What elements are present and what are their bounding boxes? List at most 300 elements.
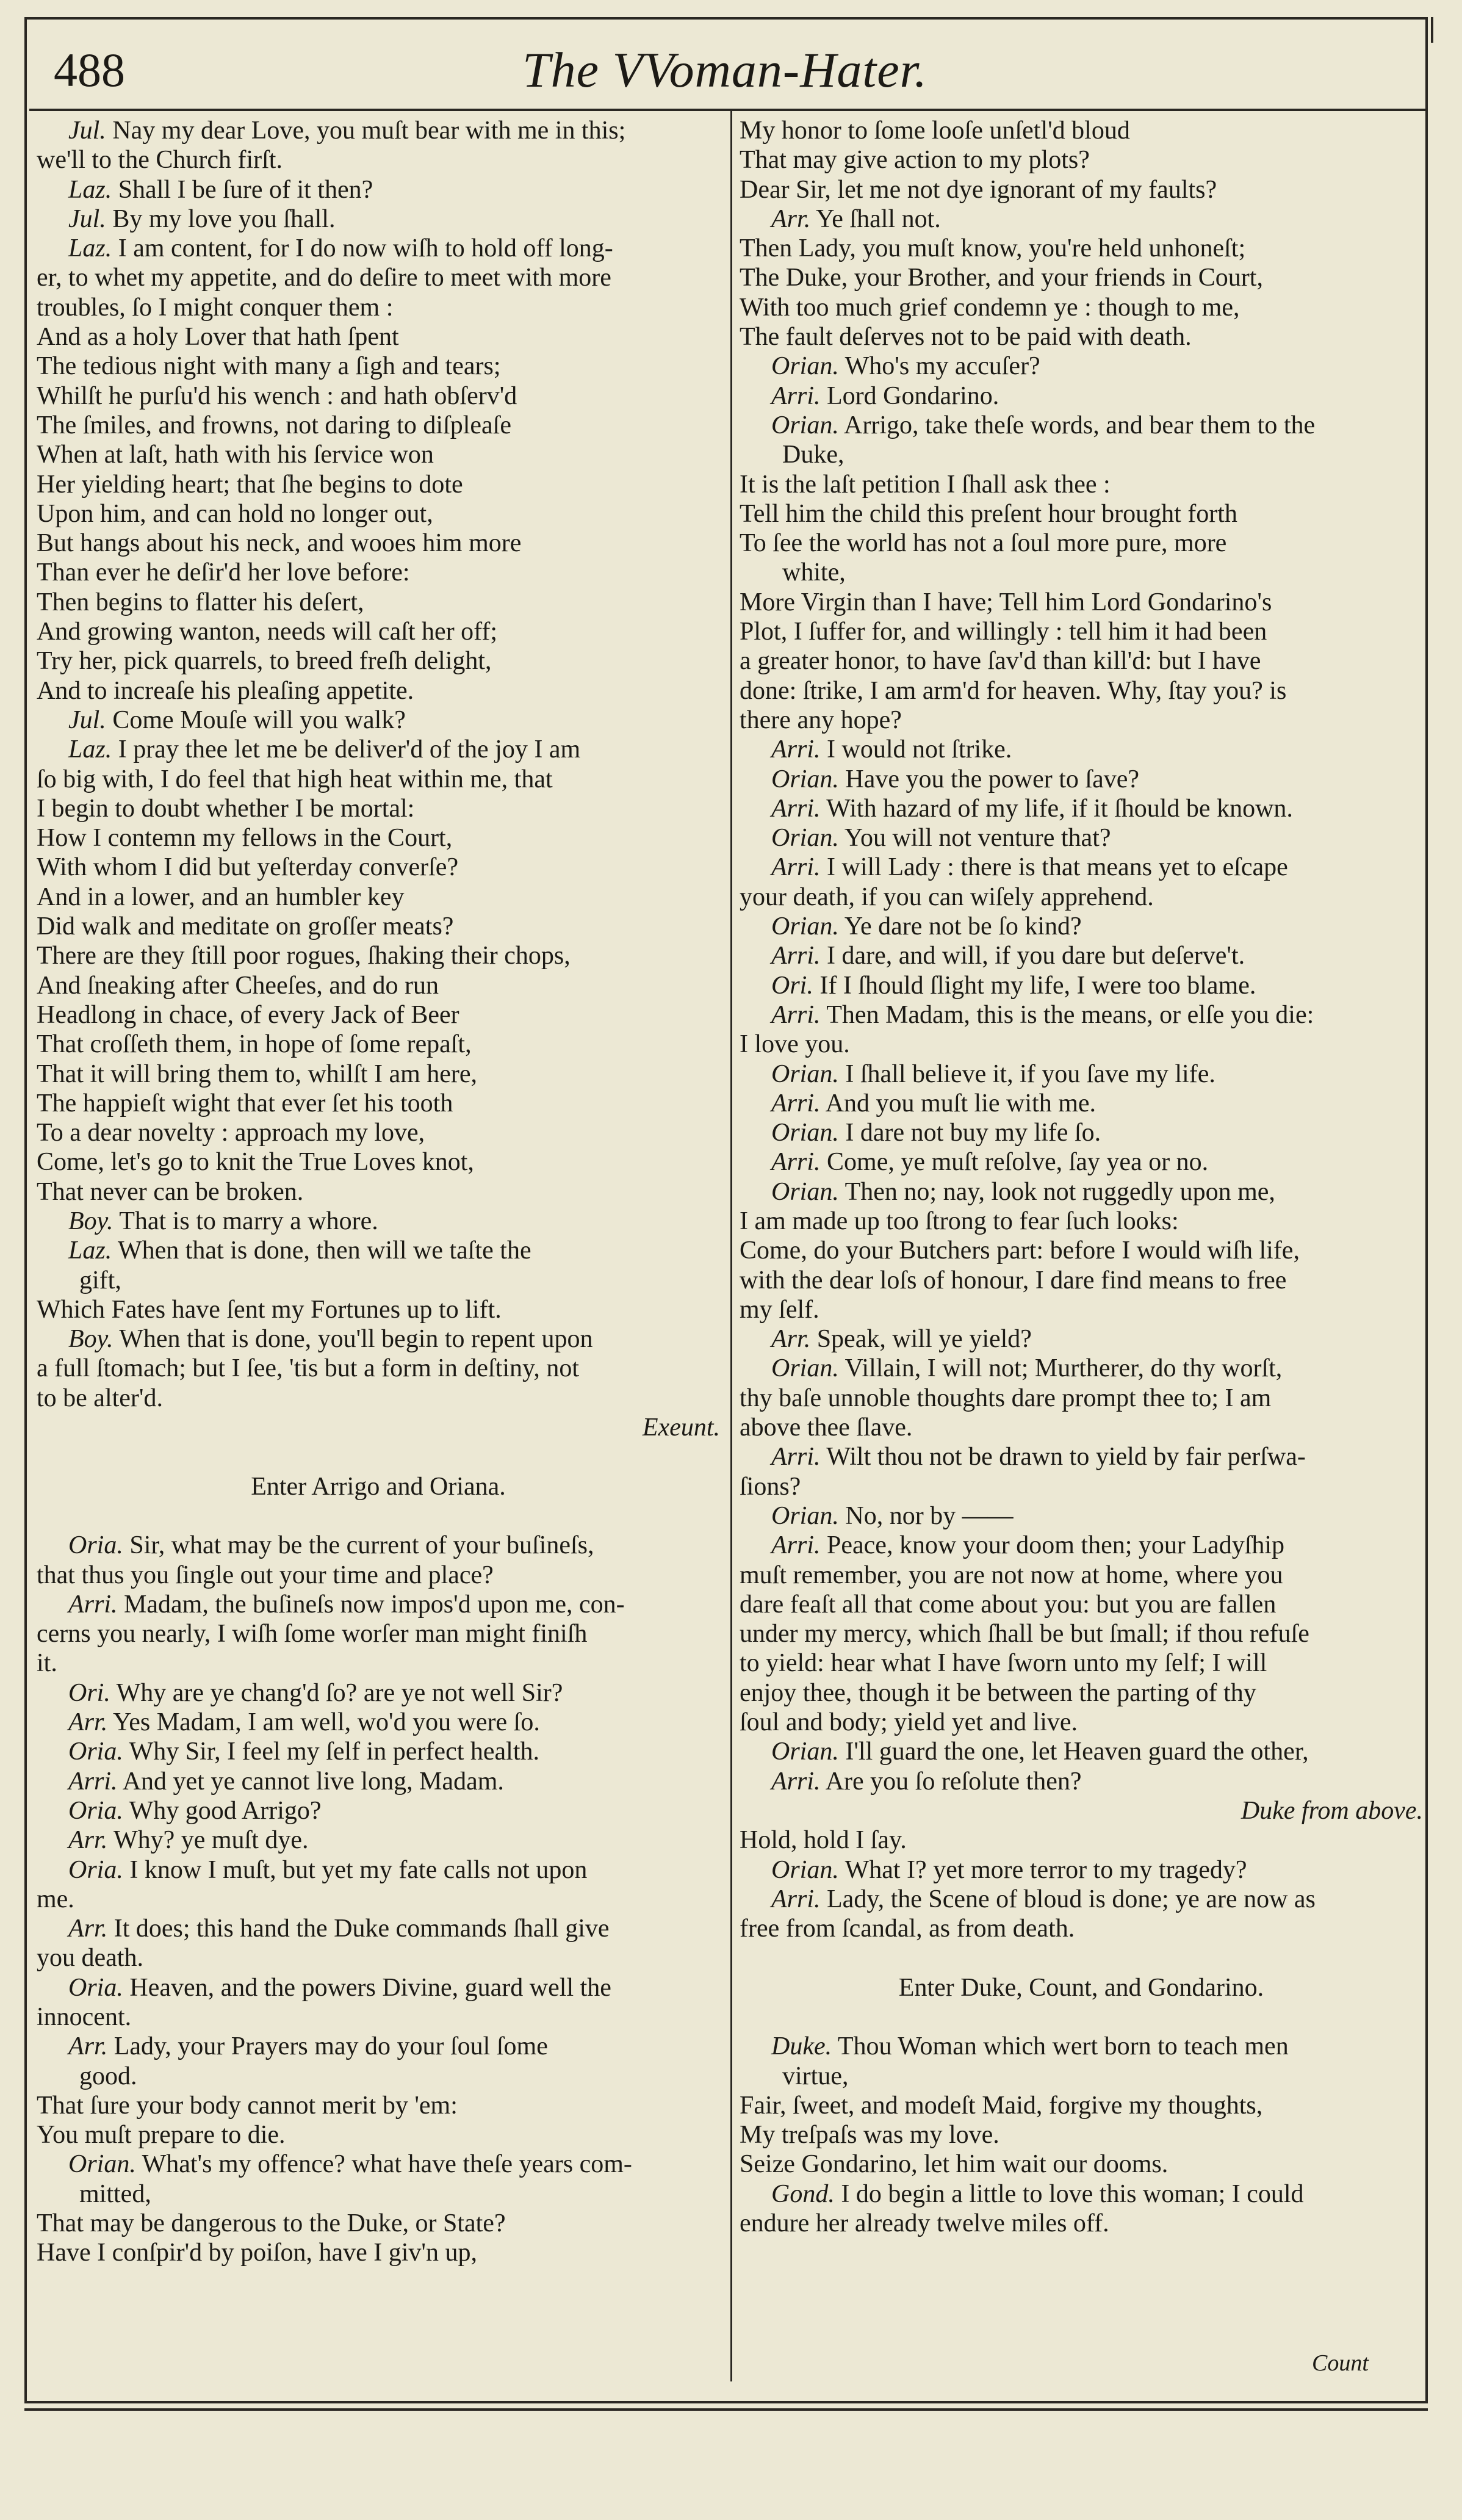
line-text: I know I muſt, but yet my fate calls not upon bbox=[129, 1855, 588, 1884]
text-line bbox=[740, 735, 1423, 764]
text-line bbox=[740, 2150, 1423, 2179]
speaker-name: Arri. bbox=[771, 794, 821, 823]
line-text: Are you ſo reſolute then? bbox=[825, 1767, 1082, 1796]
speaker-name: Boy. bbox=[68, 1207, 113, 1235]
line-text: Nay my dear Love, you muſt bear with me in this; bbox=[112, 117, 626, 145]
line-text: Have I conſpir'd by poiſon, have I giv'n up, bbox=[37, 2239, 477, 2267]
text-line bbox=[740, 1531, 1423, 1560]
speaker-name: Orian. bbox=[68, 2150, 136, 2179]
line-text: And as a holy Lover that hath ſpent bbox=[37, 323, 399, 352]
text-line bbox=[740, 1648, 1423, 1678]
text-line bbox=[37, 1973, 720, 2002]
line-text: But hangs about his neck, and wooes him more bbox=[37, 529, 522, 558]
text-line bbox=[740, 617, 1423, 646]
text-line bbox=[37, 1796, 720, 1825]
line-text: a full ſtomach; but I ſee, 'tis but a form in deſtiny, not bbox=[37, 1354, 579, 1383]
speaker-name: Orian. bbox=[771, 824, 839, 853]
text-line bbox=[740, 794, 1423, 823]
line-text: Come, let's go to knit the True Loves knot, bbox=[37, 1148, 474, 1177]
speaker-name: Arri. bbox=[771, 1000, 821, 1029]
line-text: there any hope? bbox=[740, 706, 902, 734]
line-text: I will Lady : there is that means yet to eſcape bbox=[827, 853, 1288, 882]
speaker-name: Arr. bbox=[68, 1915, 108, 1943]
speaker-name: Ori. bbox=[771, 971, 813, 1000]
text-line bbox=[37, 2179, 720, 2209]
line-text: you death. bbox=[37, 1944, 143, 1973]
speaker-name: Arri. bbox=[771, 735, 821, 764]
text-line bbox=[37, 293, 720, 322]
speaker-name: Laz. bbox=[68, 175, 112, 204]
line-text: Wilt thou not be drawn to yield by fair perſwa- bbox=[826, 1443, 1306, 1471]
line-text: it. bbox=[37, 1649, 57, 1678]
line-text: Which Fates have ſent my Fortunes up to lift. bbox=[37, 1295, 502, 1324]
text-line bbox=[37, 204, 720, 234]
text-line bbox=[37, 794, 720, 823]
line-text: When at laſt, hath with his ſervice won bbox=[37, 441, 434, 469]
line-text: Enter Duke, Count, and Gondarino. bbox=[898, 1973, 1264, 2002]
line-text: good. bbox=[79, 2062, 137, 2090]
line-text: The happieſt wight that ever ſet his tooth bbox=[37, 1089, 453, 1117]
text-line bbox=[740, 676, 1423, 706]
speaker-name: Ori. bbox=[68, 1678, 110, 1707]
line-text: That croſſeth them, in hope of ſome repaſt, bbox=[37, 1030, 472, 1059]
speaker-name: Arr. bbox=[771, 204, 811, 233]
line-text: With too much grief condemn ye : though to me, bbox=[740, 293, 1240, 322]
text-line bbox=[740, 2091, 1423, 2120]
speaker-name: Laz. bbox=[68, 1237, 112, 1265]
text-line bbox=[740, 646, 1423, 676]
text-line bbox=[740, 1354, 1423, 1383]
speaker-name: Laz. bbox=[68, 234, 112, 263]
speaker-name: Arr. bbox=[771, 1325, 811, 1354]
speaker-name: Arr. bbox=[68, 2032, 108, 2061]
bottom-rule bbox=[24, 2408, 1428, 2411]
text-line bbox=[740, 1973, 1423, 2002]
speaker-name: Oria. bbox=[68, 1738, 123, 1766]
text-line bbox=[37, 1177, 720, 1207]
line-text: troubles, ſo I might conquer them : bbox=[37, 293, 394, 322]
line-text: Villain, I will not; Murtherer, do thy worſt, bbox=[844, 1354, 1283, 1383]
text-line bbox=[37, 706, 720, 735]
text-line bbox=[740, 1825, 1423, 1855]
text-line bbox=[740, 1855, 1423, 1885]
line-text: with the dear loſs of honour, I dare find means to free bbox=[740, 1266, 1287, 1294]
speaker-name: Arri. bbox=[68, 1767, 118, 1796]
text-line bbox=[37, 470, 720, 499]
line-text: I am made up too ſtrong to fear ſuch looks: bbox=[740, 1207, 1179, 1235]
catchword: Count bbox=[1312, 2350, 1369, 2376]
line-text: The Duke, your Brother, and your friends in Court, bbox=[740, 264, 1263, 292]
text-line bbox=[37, 2120, 720, 2150]
line-text: Yes Madam, I am well, wo'd you were ſo. bbox=[113, 1708, 540, 1737]
line-text: Whilſt he purſu'd his wench : and hath obſerv'd bbox=[37, 381, 517, 410]
text-line bbox=[740, 1324, 1423, 1354]
line-text: Speak, will ye yield? bbox=[816, 1325, 1032, 1354]
text-line bbox=[37, 617, 720, 646]
text-line bbox=[740, 1619, 1423, 1648]
line-text: I dare, and will, if you dare but deſerve't. bbox=[827, 942, 1245, 970]
line-text: And to increaſe his pleaſing appetite. bbox=[37, 676, 414, 705]
line-text: Then no; nay, look not ruggedly upon me, bbox=[844, 1177, 1275, 1206]
text-line bbox=[37, 1678, 720, 1708]
text-line bbox=[740, 1384, 1423, 1413]
line-text: That never can be broken. bbox=[37, 1177, 304, 1206]
text-line bbox=[37, 971, 720, 1000]
text-line bbox=[37, 1354, 720, 1383]
line-text: Did walk and meditate on groſſer meats? bbox=[37, 912, 454, 941]
line-text: Why good Arrigo? bbox=[129, 1796, 322, 1825]
text-line bbox=[37, 646, 720, 676]
text-line bbox=[37, 883, 720, 912]
text-line bbox=[740, 1177, 1423, 1207]
line-text: The ſmiles, and frowns, not daring to diſpleaſe bbox=[37, 411, 511, 439]
text-line bbox=[37, 1767, 720, 1796]
line-text: Peace, know your doom then; your Ladyſhip bbox=[827, 1531, 1285, 1560]
line-text: What I? yet more terror to my tragedy? bbox=[844, 1855, 1247, 1884]
line-text: Her yielding heart; that ſhe begins to dote bbox=[37, 470, 463, 499]
text-line bbox=[740, 1708, 1423, 1737]
text-line bbox=[740, 1472, 1423, 1501]
page-number: 488 bbox=[54, 43, 125, 96]
line-text: My treſpaſs was my love. bbox=[740, 2121, 999, 2150]
line-text: I ſhall believe it, if you ſave my life. bbox=[845, 1060, 1215, 1088]
speaker-name: Arri. bbox=[771, 1885, 821, 1913]
line-text: That may give action to my plots? bbox=[740, 146, 1090, 175]
text-line bbox=[37, 1207, 720, 1236]
text-line bbox=[37, 1855, 720, 1885]
line-text: me. bbox=[37, 1885, 74, 1913]
speaker-name: Arri. bbox=[771, 1443, 821, 1471]
speaker-name: Arri. bbox=[771, 853, 821, 882]
line-text: cerns you nearly, I wiſh ſome worſer man might finiſh bbox=[37, 1620, 588, 1648]
speaker-name: Orian. bbox=[771, 1855, 839, 1884]
text-line bbox=[37, 1442, 720, 1471]
line-text: To a dear novelty : approach my love, bbox=[37, 1119, 425, 1147]
line-text: done: ſtrike, I am arm'd for heaven. Why, ſtay you? is bbox=[740, 676, 1287, 705]
line-text: gift, bbox=[79, 1266, 121, 1294]
text-line bbox=[37, 941, 720, 970]
line-text: If I ſhould ſlight my life, I were too blame. bbox=[819, 971, 1256, 1000]
text-line bbox=[37, 1943, 720, 1973]
line-text: Enter Arrigo and Oriana. bbox=[251, 1472, 506, 1501]
text-line bbox=[740, 1943, 1423, 1973]
text-line bbox=[740, 204, 1423, 234]
border-tick bbox=[1431, 17, 1433, 43]
text-line bbox=[37, 558, 720, 587]
speaker-name: Orian. bbox=[771, 765, 839, 793]
line-text: Have you the power to ſave? bbox=[845, 765, 1140, 793]
text-line bbox=[740, 2120, 1423, 2150]
text-line bbox=[740, 529, 1423, 558]
line-text: Seize Gondarino, let him wait our dooms. bbox=[740, 2150, 1169, 2179]
line-text: I begin to doubt whether I be mortal: bbox=[37, 794, 415, 823]
line-text: And you muſt lie with me. bbox=[825, 1089, 1096, 1117]
line-text: Then begins to flatter his deſert, bbox=[37, 588, 364, 616]
line-text: Heaven, and the powers Divine, guard well the bbox=[129, 1973, 611, 2002]
line-text: Ye dare not be ſo kind? bbox=[844, 912, 1082, 941]
line-text: With whom I did but yeſterday converſe? bbox=[37, 853, 459, 882]
line-text: Why? ye muſt dye. bbox=[113, 1826, 309, 1855]
line-text: Shall I be ſure of it then? bbox=[118, 175, 373, 204]
text-line bbox=[740, 499, 1423, 529]
text-line bbox=[37, 676, 720, 706]
text-line bbox=[740, 1295, 1423, 1324]
text-line bbox=[37, 116, 720, 145]
text-line bbox=[37, 322, 720, 352]
line-text: The fault deſerves not to be paid with death. bbox=[740, 323, 1192, 352]
line-text: You muſt prepare to die. bbox=[37, 2121, 286, 2150]
line-text: That may be dangerous to the Duke, or State? bbox=[37, 2209, 506, 2238]
line-text: endure her already twelve miles off. bbox=[740, 2209, 1109, 2238]
text-line bbox=[37, 1147, 720, 1177]
text-line bbox=[740, 765, 1423, 794]
speaker-name: Oria. bbox=[68, 1796, 123, 1825]
text-line bbox=[740, 1678, 1423, 1708]
line-text: your death, if you can wiſely apprehend. bbox=[740, 883, 1154, 911]
line-text: Then Madam, this is the means, or elſe you die: bbox=[826, 1000, 1314, 1029]
text-line bbox=[37, 1737, 720, 1766]
text-line bbox=[740, 1442, 1423, 1471]
line-text: Headlong in chace, of every Jack of Beer bbox=[37, 1000, 459, 1029]
text-line bbox=[740, 853, 1423, 882]
header-rule bbox=[29, 109, 1428, 111]
line-text: enjoy thee, though it be between the parting of thy bbox=[740, 1678, 1256, 1707]
line-text: Why Sir, I feel my ſelf in perfect health. bbox=[129, 1738, 539, 1766]
text-line bbox=[740, 2002, 1423, 2032]
line-text: Dear Sir, let me not dye ignorant of my faults? bbox=[740, 175, 1217, 204]
speaker-name: Arri. bbox=[771, 942, 821, 970]
line-text: Hold, hold I ſay. bbox=[740, 1826, 907, 1855]
text-line bbox=[740, 2032, 1423, 2061]
text-line bbox=[37, 2150, 720, 2179]
line-text: I'll guard the one, let Heaven guard the other, bbox=[845, 1738, 1309, 1766]
line-text: Ye ſhall not. bbox=[816, 204, 941, 233]
text-line bbox=[37, 1384, 720, 1413]
left-column bbox=[37, 116, 720, 2268]
text-line bbox=[37, 2209, 720, 2238]
text-line bbox=[37, 1118, 720, 1147]
speaker-name: Arri. bbox=[68, 1590, 118, 1619]
line-text: And yet ye cannot live long, Madam. bbox=[122, 1767, 504, 1796]
line-text: You will not venture that? bbox=[844, 824, 1111, 853]
text-line bbox=[37, 1030, 720, 1059]
line-text: I dare not buy my life ſo. bbox=[845, 1119, 1101, 1147]
line-text: That ſure your body cannot merit by 'em: bbox=[37, 2091, 458, 2120]
line-text: above thee ſlave. bbox=[740, 1413, 913, 1442]
text-line bbox=[37, 263, 720, 292]
speaker-name: Arri. bbox=[771, 381, 821, 410]
line-text: Arrigo, take theſe words, and bear them to the bbox=[844, 411, 1316, 439]
text-line bbox=[740, 2062, 1423, 2091]
line-text: How I contemn my fellows in the Court, bbox=[37, 824, 453, 853]
line-text: er, to whet my appetite, and do deſire to meet with more bbox=[37, 264, 611, 292]
line-text: dare feaſt all that come about you: but you are fallen bbox=[740, 1590, 1277, 1619]
text-line bbox=[740, 1501, 1423, 1531]
line-text: And growing wanton, needs will caſt her off; bbox=[37, 618, 498, 646]
line-text: virtue, bbox=[782, 2062, 849, 2090]
line-text: Come, ye muſt reſolve, ſay yea or no. bbox=[827, 1148, 1209, 1177]
text-line bbox=[37, 1708, 720, 1737]
text-line bbox=[740, 1118, 1423, 1147]
text-line bbox=[740, 823, 1423, 853]
line-text: What's my offence? what have theſe years com- bbox=[142, 2150, 632, 2179]
line-text: I would not ſtrike. bbox=[827, 735, 1012, 764]
text-line bbox=[37, 735, 720, 764]
line-text: To ſee the world has not a ſoul more pure, more bbox=[740, 529, 1227, 558]
line-text: ſo big with, I do feel that high heat within me, that bbox=[37, 765, 553, 793]
line-text: Why are ye chang'd ſo? are ye not well Sir? bbox=[116, 1678, 563, 1707]
text-line bbox=[37, 1413, 720, 1442]
line-text: That is to marry a whore. bbox=[119, 1207, 378, 1235]
line-text: thy baſe unnoble thoughts dare prompt thee to; I am bbox=[740, 1384, 1272, 1412]
line-text: innocent. bbox=[37, 2003, 132, 2031]
text-line bbox=[740, 1796, 1423, 1825]
text-line bbox=[740, 912, 1423, 941]
text-line bbox=[740, 1266, 1423, 1295]
speaker-name: Oria. bbox=[68, 1973, 123, 2002]
line-text: ſions? bbox=[740, 1472, 801, 1501]
line-text: Than ever he deſir'd her love before: bbox=[37, 558, 410, 587]
text-line bbox=[37, 853, 720, 882]
text-line bbox=[740, 971, 1423, 1000]
text-line bbox=[37, 1295, 720, 1324]
text-line bbox=[37, 765, 720, 794]
line-text: More Virgin than I have; Tell him Lord Gondarino's bbox=[740, 588, 1272, 616]
text-line bbox=[37, 529, 720, 558]
line-text: It does; this hand the Duke commands ſhall give bbox=[113, 1915, 610, 1943]
speaker-name: Orian. bbox=[771, 1177, 839, 1206]
line-text: under my mercy, which ſhall be but ſmall; if thou refuſe bbox=[740, 1620, 1309, 1648]
speaker-name: Gond. bbox=[771, 2179, 835, 2208]
text-line bbox=[740, 1885, 1423, 1914]
text-line bbox=[37, 1648, 720, 1678]
text-line bbox=[37, 1324, 720, 1354]
text-line bbox=[740, 116, 1423, 145]
line-text: Thou Woman which wert born to teach men bbox=[837, 2032, 1289, 2061]
text-line bbox=[740, 263, 1423, 292]
line-text: When that is done, then will we taſte the bbox=[117, 1237, 531, 1265]
text-line bbox=[37, 1590, 720, 1619]
text-line bbox=[740, 2209, 1423, 2238]
text-line bbox=[740, 175, 1423, 204]
text-line bbox=[740, 2179, 1423, 2209]
text-line bbox=[37, 1885, 720, 1914]
line-text: mitted, bbox=[79, 2179, 151, 2208]
text-line bbox=[37, 1236, 720, 1265]
text-line bbox=[37, 2032, 720, 2061]
speaker-name: Arr. bbox=[68, 1826, 108, 1855]
line-text: Come Mouſe will you walk? bbox=[112, 706, 406, 734]
text-line bbox=[740, 558, 1423, 587]
line-text: free from ſcandal, as from death. bbox=[740, 1915, 1075, 1943]
speaker-name: Orian. bbox=[771, 1119, 839, 1147]
text-line bbox=[37, 352, 720, 381]
text-line bbox=[37, 1000, 720, 1030]
text-line bbox=[740, 1767, 1423, 1796]
line-text: Sir, what may be the current of your buſineſs, bbox=[129, 1531, 594, 1560]
line-text: Tell him the child this preſent hour brought forth bbox=[740, 499, 1237, 528]
text-line bbox=[740, 1000, 1423, 1030]
speaker-name: Arri. bbox=[771, 1089, 821, 1117]
text-line bbox=[37, 823, 720, 853]
line-text: There are they ſtill poor rogues, ſhaking their chops, bbox=[37, 942, 571, 970]
line-text: It is the laſt petition I ſhall ask thee : bbox=[740, 470, 1111, 499]
speaker-name: Orian. bbox=[771, 1060, 839, 1088]
line-text: My honor to ſome looſe unſetl'd bloud bbox=[740, 117, 1130, 145]
line-text: Fair, ſweet, and modeſt Maid, forgive my thoughts, bbox=[740, 2091, 1263, 2120]
line-text: a greater honor, to have ſav'd than kill'd: but I have bbox=[740, 647, 1261, 676]
right-column bbox=[740, 116, 1423, 2238]
line-text: to be alter'd. bbox=[37, 1384, 163, 1412]
speaker-name: Arri. bbox=[771, 1531, 821, 1560]
text-line bbox=[740, 440, 1423, 469]
text-line bbox=[37, 1561, 720, 1590]
running-title: The VVoman-Hater. bbox=[522, 42, 927, 98]
speaker-name: Arr. bbox=[68, 1708, 108, 1737]
text-line bbox=[37, 2062, 720, 2091]
text-line bbox=[740, 1914, 1423, 1943]
line-text: No, nor by —— bbox=[845, 1501, 1014, 1530]
line-text: I do begin a little to love this woman; I could bbox=[841, 2179, 1304, 2208]
line-text: Duke from above. bbox=[1241, 1796, 1423, 1825]
speaker-name: Arri. bbox=[771, 1148, 821, 1177]
line-text: Come, do your Butchers part: before I would wiſh life, bbox=[740, 1237, 1300, 1265]
text-line bbox=[740, 1207, 1423, 1236]
line-text: white, bbox=[782, 558, 846, 587]
text-line bbox=[740, 1089, 1423, 1118]
line-text: Lady, the Scene of bloud is done; ye are now as bbox=[827, 1885, 1316, 1913]
speaker-name: Jul. bbox=[68, 117, 106, 145]
line-text: That it will bring them to, whilſt I am here, bbox=[37, 1060, 478, 1088]
text-line bbox=[740, 941, 1423, 970]
speaker-name: Oria. bbox=[68, 1855, 123, 1884]
line-text: Try her, pick quarrels, to breed freſh delight, bbox=[37, 647, 492, 676]
text-line bbox=[740, 145, 1423, 175]
speaker-name: Orian. bbox=[771, 912, 839, 941]
running-header bbox=[29, 24, 1421, 110]
text-line bbox=[37, 411, 720, 440]
text-line bbox=[37, 381, 720, 411]
text-line bbox=[740, 1413, 1423, 1442]
line-text: The tedious night with many a ſigh and tears; bbox=[37, 352, 501, 381]
text-line bbox=[740, 381, 1423, 411]
text-line bbox=[740, 470, 1423, 499]
text-line bbox=[37, 1089, 720, 1118]
text-line bbox=[37, 1472, 720, 1501]
line-text: Madam, the buſineſs now impos'd upon me, con- bbox=[124, 1590, 625, 1619]
line-text: Lord Gondarino. bbox=[827, 381, 999, 410]
column-divider bbox=[730, 111, 732, 2381]
text-line bbox=[740, 883, 1423, 912]
speaker-name: Orian. bbox=[771, 1501, 839, 1530]
speaker-name: Jul. bbox=[68, 706, 106, 734]
text-line bbox=[740, 411, 1423, 440]
text-line bbox=[740, 234, 1423, 263]
line-text: Plot, I ſuffer for, and willingly : tell him it had been bbox=[740, 618, 1267, 646]
text-line bbox=[740, 706, 1423, 735]
line-text: With hazard of my life, if it ſhould be known. bbox=[826, 794, 1293, 823]
text-line bbox=[37, 175, 720, 204]
line-text: Lady, your Prayers may do your ſoul ſome bbox=[113, 2032, 548, 2061]
text-line bbox=[740, 1147, 1423, 1177]
line-text: Who's my accuſer? bbox=[844, 352, 1040, 381]
line-text: muſt remember, you are not now at home, where you bbox=[740, 1561, 1283, 1589]
text-line bbox=[740, 1060, 1423, 1089]
text-line bbox=[740, 1590, 1423, 1619]
speaker-name: Orian. bbox=[771, 411, 839, 439]
line-text: When that is done, you'll begin to repent upon bbox=[119, 1325, 593, 1354]
speaker-name: Orian. bbox=[771, 1738, 839, 1766]
